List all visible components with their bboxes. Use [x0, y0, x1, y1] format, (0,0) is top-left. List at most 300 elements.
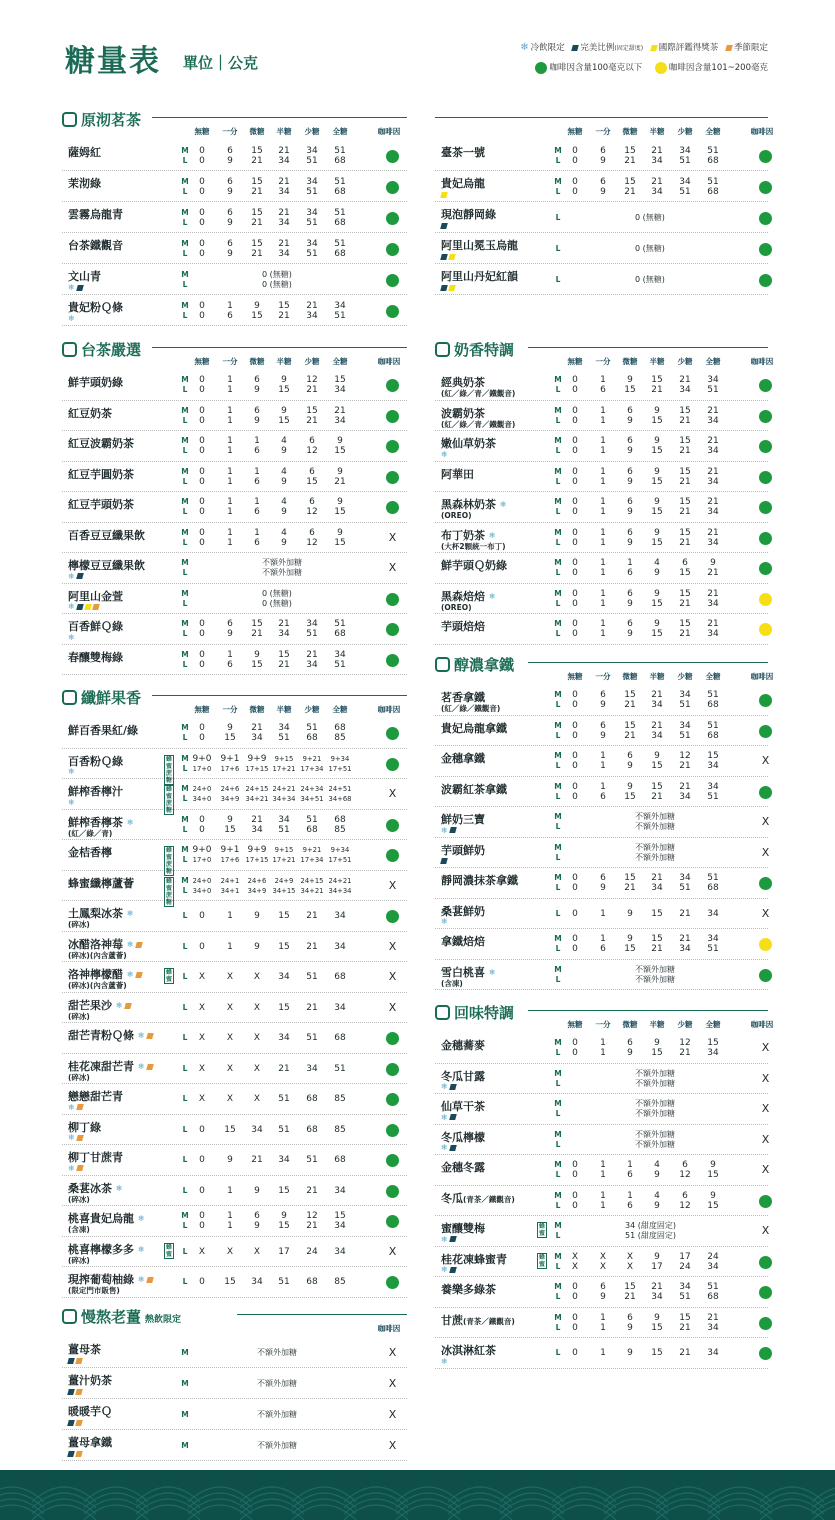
drink-name [441, 1193, 515, 1206]
sugar-value: 9 [654, 436, 660, 447]
orange-square-icon [75, 1389, 83, 1395]
caffeine-low-dot [386, 849, 399, 862]
sugar-value: 6 [627, 1200, 633, 1211]
sugar-value: 34+51 [300, 795, 324, 804]
sugar-value: 9 [600, 883, 606, 894]
sugar-value: 9+1 [220, 753, 240, 764]
sugar-value: 21 [251, 155, 263, 166]
drink-name [441, 723, 507, 735]
sugar-value: 15 [624, 720, 636, 731]
drink-icons [441, 1357, 450, 1365]
column-header: 一分 [595, 127, 611, 136]
sugar-value: 15 [278, 941, 290, 952]
sugar-value: 15 [679, 527, 691, 538]
sugar-value: 21 [306, 649, 318, 660]
sugar-value: 9 [281, 476, 287, 487]
column-header: 一分 [595, 1020, 611, 1029]
table-row [62, 1337, 407, 1368]
sweetener-tag [164, 1243, 174, 1259]
drink-name-text: 土鳳梨冰茶 [68, 907, 123, 920]
sugar-value: 51 [334, 310, 346, 321]
sugar-value: 1 [227, 415, 233, 426]
sugar-value: 15 [651, 446, 663, 457]
sugar-value: 34+21 [300, 886, 324, 895]
sugar-value: 17+0 [192, 856, 212, 865]
size-label: L [555, 537, 561, 547]
sugar-value: 9 [254, 941, 260, 952]
drink-icons [441, 1235, 458, 1243]
sugar-value: 9 [254, 911, 260, 922]
sugar-value: 15 [651, 598, 663, 609]
snowflake-icon: ❄ [68, 283, 75, 292]
caffeine-none: X [388, 1345, 397, 1359]
sugar-value: 17+6 [220, 764, 240, 773]
sugar-note: 不額外加糖 [635, 812, 675, 822]
sugar-value: 34 [278, 723, 290, 734]
drink-name-text: 養樂多綠茶 [441, 1283, 496, 1296]
drink-name-text: 紅豆波霸奶茶 [68, 437, 134, 450]
sugar-value: 21 [306, 300, 318, 311]
size-label: L [555, 1109, 561, 1119]
sugar-value: 24+21 [328, 876, 352, 885]
sugar-value: 9 [627, 537, 633, 548]
sugar-value: 24+15 [245, 785, 269, 794]
sugar-value: 1 [600, 415, 606, 426]
drink-name-text: 雲霧烏龍青 [68, 208, 123, 221]
sugar-value: 0 [572, 730, 578, 741]
table-row [435, 1216, 768, 1247]
table-row [62, 1206, 407, 1237]
size-label: L [555, 243, 561, 253]
sweetener-tag-text: 蜂蜜 [165, 969, 172, 984]
sugar-value: 15 [224, 824, 236, 835]
sugar-value: 15 [707, 1200, 719, 1211]
table-row [62, 1084, 407, 1115]
table-row [62, 1368, 407, 1399]
sugar-value: 1 [227, 941, 233, 952]
drink-name-text: 甜芒果沙 [68, 998, 112, 1012]
drink-name-text: 鮮榨香檸汁 [68, 785, 123, 798]
sugar-value: 85 [334, 733, 346, 744]
sugar-value: 34 [707, 1348, 719, 1359]
size-label: M [554, 527, 562, 537]
snowflake-icon: ❄ [68, 571, 75, 581]
size-label: M [181, 558, 189, 568]
drink-name-text: 百香豆豆纖果飲 [68, 528, 145, 542]
sugar-value: 9 [654, 751, 660, 762]
table-row [62, 901, 407, 932]
column-header: 微糖 [249, 705, 265, 714]
table-row [435, 553, 768, 584]
size-label: L [555, 1170, 561, 1180]
sugar-value: 0 [572, 385, 578, 396]
sugar-value: 0 [199, 405, 205, 416]
sugar-value: 34+9 [220, 795, 240, 804]
drink-name [68, 847, 112, 859]
sugar-value: 0 [572, 375, 578, 386]
sugar-value: 15 [651, 781, 663, 792]
sugar-value: 4 [654, 1160, 660, 1171]
size-label: L [182, 507, 188, 517]
table-row [435, 1064, 768, 1095]
orange-square-icon [92, 604, 100, 610]
drink-name-text: 薑母拿鐵 [68, 1436, 112, 1449]
sugar-value: 34 [334, 385, 346, 396]
caffeine-low-dot [386, 727, 399, 740]
drink-name-text: 冰淇淋紅茶 [441, 1344, 496, 1357]
section-note: 熱飲限定 [145, 1315, 182, 1325]
sugar-value: 1 [227, 1185, 233, 1196]
sugar-value: 0 [572, 908, 578, 919]
sugar-value: 0 [199, 941, 205, 952]
sugar-value: 17+34 [300, 764, 324, 773]
sugar-value: 0 [199, 723, 205, 734]
sugar-value: 9+34 [330, 754, 350, 763]
sweetener-tag-text: 蔗糖 [165, 891, 172, 906]
sugar-value: 68 [334, 155, 346, 166]
sweetener-tag-text: 蜂蜜 [165, 786, 172, 801]
sugar-value: 51 [707, 720, 719, 731]
table-row [62, 749, 407, 784]
size-label: L [182, 824, 188, 834]
drink-note: (碎冰)(內含蘆薈) [68, 981, 127, 990]
table-row [62, 614, 407, 645]
sugar-value: 0 [572, 873, 578, 884]
sugar-value: 34 [707, 476, 719, 487]
sugar-value: 15 [679, 405, 691, 416]
sugar-value: 34 [679, 944, 691, 955]
snowflake-icon: ❄ [115, 1000, 123, 1010]
size-label: L [555, 791, 561, 801]
caffeine-low-dot [386, 1093, 399, 1106]
sugar-value: 34+0 [192, 795, 212, 804]
size-label: M [554, 1251, 562, 1261]
sugar-value: 0 [199, 238, 205, 249]
sugar-value: 15 [679, 436, 691, 447]
sugar-value: 15 [224, 1124, 236, 1135]
section-divider [528, 1010, 768, 1011]
sugar-value: 34 [651, 730, 663, 741]
sugar-value: X [226, 972, 234, 983]
drink-name [441, 271, 518, 283]
sugar-value: 1 [254, 436, 260, 447]
sugar-value: 0 [572, 186, 578, 197]
drink-name-text: 金穗拿鐵 [441, 752, 485, 765]
drink-icons [68, 1357, 84, 1365]
drink-name-text: 桂花凍蜂蜜青 [441, 1252, 507, 1266]
sugar-value: 6 [254, 507, 260, 518]
section-title [62, 339, 141, 360]
sugar-value: 0 [199, 476, 205, 487]
sugar-value: 21 [651, 944, 663, 955]
table-row [435, 868, 768, 899]
drink-name-text: 冰醋洛神莓 [68, 937, 123, 951]
size-label: L [182, 1221, 188, 1231]
size-label: M [554, 405, 562, 415]
yellow-square-icon [440, 192, 448, 198]
sugar-value: 9 [227, 629, 233, 640]
snowflake-icon: ❄ [68, 602, 75, 611]
drink-icons [68, 767, 77, 775]
drink-note: (碎冰) [68, 1072, 90, 1082]
sugar-value: 34 [679, 176, 691, 187]
snowflake-icon: ❄ [68, 1133, 75, 1142]
sugar-value: 21 [624, 883, 636, 894]
drink-name [441, 814, 485, 826]
drink-name-text: 洛神檸檬醋 [68, 968, 123, 981]
sugar-value: 21 [278, 207, 290, 218]
drink-name-text: 阿里山金萱 [68, 589, 123, 603]
sugar-value: 21 [306, 1185, 318, 1196]
sugar-value: 0 [199, 436, 205, 447]
section-title [62, 109, 141, 130]
sugar-value: 17+21 [272, 856, 296, 865]
table-row [435, 685, 768, 716]
table-row [62, 932, 407, 963]
size-label: M [554, 436, 562, 446]
sugar-value: 15 [251, 145, 263, 156]
drink-name-text: 紅豆奶茶 [68, 406, 112, 420]
drink-name [68, 591, 123, 603]
drink-name [68, 1375, 112, 1387]
size-label: L [555, 1139, 561, 1149]
table-row [62, 1399, 407, 1430]
drink-name-text: 芋頭焙焙 [441, 620, 485, 633]
sugar-value: 34 [278, 972, 290, 983]
sugar-value: 0 [199, 385, 205, 396]
snowflake-icon: ❄ [488, 591, 496, 601]
column-header: 無糖 [567, 672, 583, 681]
size-label: M [181, 845, 189, 855]
drink-note: (紅／綠／青) [68, 828, 113, 838]
sugar-value: 0 [199, 155, 205, 166]
sugar-value: 15 [651, 537, 663, 548]
snowflake-icon: ❄ [441, 917, 448, 926]
drink-name [68, 908, 136, 930]
table-row [62, 584, 407, 615]
caffeine-low-dot [386, 623, 399, 636]
caffeine-low-dot [759, 694, 772, 707]
sugar-value: 15 [251, 619, 263, 630]
sugar-value: 1 [227, 1221, 233, 1232]
sugar-value: 15 [224, 733, 236, 744]
sugar-value: X [253, 1002, 261, 1013]
sugar-value: 21 [651, 690, 663, 701]
drink-name [68, 499, 134, 511]
sugar-value: 21 [251, 723, 263, 734]
drink-name [441, 621, 485, 633]
sugar-value: 68 [334, 186, 346, 197]
sugar-value: 68 [306, 1094, 318, 1105]
caffeine-low-dot [386, 274, 399, 287]
drink-name-text: 嫩仙草奶茶 [441, 437, 496, 450]
size-label: M [181, 375, 189, 385]
drink-name-text: 貴妃烏龍拿鐵 [441, 721, 507, 735]
drink-name [68, 1000, 133, 1022]
drink-name-text: 桂花凍甜芒青 [68, 1059, 134, 1073]
section-s7 [435, 651, 774, 990]
caffeine-low-dot [759, 471, 772, 484]
sugar-value: 15 [679, 588, 691, 599]
sugar-value: 51 [707, 145, 719, 156]
column-header: 全糖 [705, 672, 721, 681]
sugar-value: 51 [707, 791, 719, 802]
sugar-value: 15 [278, 1002, 290, 1013]
section-header [435, 999, 774, 1033]
legend-row-1 [515, 41, 768, 53]
sugar-value: 9 [627, 476, 633, 487]
sugar-value: 15 [679, 466, 691, 477]
sugar-value: 51 [334, 1063, 346, 1074]
drink-icons [441, 1113, 458, 1121]
size-label: L [555, 883, 561, 893]
sugar-value: 21 [278, 145, 290, 156]
column-header: 無糖 [567, 127, 583, 136]
sugar-value: 6 [627, 619, 633, 630]
drink-name [441, 936, 485, 948]
table-row [435, 431, 768, 462]
drink-name [441, 1315, 515, 1328]
caffeine-low-dot [759, 786, 772, 799]
column-header: 半糖 [276, 127, 292, 136]
sugar-value: 21 [251, 217, 263, 228]
sugar-value: 15 [306, 405, 318, 416]
caffeine-low-dot [386, 212, 399, 225]
caffeine-none: X [388, 939, 397, 953]
sugar-value: 21 [679, 761, 691, 772]
caffeine-low-dot [386, 243, 399, 256]
drink-name-text: 薑汁奶茶 [68, 1374, 112, 1387]
sugar-value: 21 [651, 720, 663, 731]
drink-name [441, 1162, 485, 1174]
sugar-value: 6 [254, 446, 260, 457]
size-label: L [182, 733, 188, 743]
snowflake-icon: ❄ [68, 314, 75, 323]
size-label: L [182, 568, 188, 578]
sugar-value: 51 [306, 814, 318, 825]
sugar-value: 0 [572, 155, 578, 166]
sugar-value: 34 [251, 1124, 263, 1135]
size-label: M [181, 1211, 189, 1221]
drink-name-text: 百香粉Ｑ綠 [68, 754, 123, 768]
sugar-value: 9 [654, 1251, 660, 1262]
caffeine-none: X [388, 561, 397, 575]
sugar-value: 34 [679, 720, 691, 731]
caffeine-low-dot [759, 877, 772, 890]
size-label: L [182, 415, 188, 425]
sweetener-tag-text: 蜂蜜 [165, 1243, 172, 1258]
drink-name-text: 鮮芋頭Ｑ奶綠 [441, 559, 507, 572]
drink-note: (紅／綠／鐵觀音) [441, 704, 501, 713]
size-label: L [182, 1094, 188, 1104]
sugar-value: 9 [627, 507, 633, 518]
section-s5 [435, 106, 774, 295]
sugar-value: 51 [278, 824, 290, 835]
section-header [62, 106, 407, 140]
caffeine-low-dot [386, 440, 399, 453]
drink-note: (碎冰) [68, 1255, 90, 1265]
caffeine-low-dot [759, 1256, 772, 1269]
sugar-value: 9 [227, 814, 233, 825]
sugar-value: 9 [281, 405, 287, 416]
sugar-value: 0 [572, 1048, 578, 1059]
sugar-value: 6 [627, 527, 633, 538]
navy-square-icon [76, 285, 84, 291]
sugar-value: 34 [707, 537, 719, 548]
sugar-value: 21 [624, 730, 636, 741]
sugar-value: 9 [254, 1185, 260, 1196]
caffeine-low-dot [759, 532, 772, 545]
brand-logo-icon [62, 1309, 77, 1324]
size-label: M [554, 1038, 562, 1048]
caffeine-mid-dot [759, 593, 772, 606]
sugar-value: 15 [679, 568, 691, 579]
sugar-value: 9 [627, 761, 633, 772]
drink-icons [68, 798, 77, 806]
legend-season: 季節限定 [726, 41, 768, 53]
size-label: L [555, 415, 561, 425]
size-label: L [182, 476, 188, 486]
caffeine-low-dot [386, 593, 399, 606]
size-label: L [555, 507, 561, 517]
column-header: 半糖 [649, 1020, 665, 1029]
size-label: M [554, 1129, 562, 1139]
drink-name-text: 冬瓜甘露 [441, 1069, 485, 1083]
sugar-value: 15 [334, 1211, 346, 1222]
sugar-value: 21 [707, 568, 719, 579]
section-header [435, 651, 774, 685]
sugar-value: 12 [679, 1038, 691, 1049]
sugar-value: 9 [337, 436, 343, 447]
sugar-value: 34 [707, 1261, 719, 1272]
sugar-note: 不額外加糖 [635, 1099, 675, 1109]
sugar-value: 0 [572, 791, 578, 802]
caffeine-low-dot [759, 410, 772, 423]
table-row [435, 401, 768, 432]
sugar-value: 34 [707, 375, 719, 386]
size-label: L [182, 885, 188, 895]
sugar-value: 68 [334, 217, 346, 228]
snowflake-icon: ❄ [137, 1031, 145, 1040]
drink-name-text: 百香鮮Ｑ綠 [68, 620, 123, 633]
table-row [62, 264, 407, 295]
sugar-value: 51 [679, 883, 691, 894]
caffeine-mid-dot [759, 938, 772, 951]
size-label: M [554, 1190, 562, 1200]
sugar-value: 6 [309, 466, 315, 477]
drink-note: (限定門市販售) [68, 1286, 120, 1295]
table-row [435, 171, 768, 202]
sugar-value: 34 [679, 690, 691, 701]
yellow-square-icon [84, 604, 92, 610]
caffeine-low-dot [386, 379, 399, 392]
sugar-value: 6 [227, 238, 233, 249]
sugar-value: 15 [334, 537, 346, 548]
sugar-value: 6 [309, 436, 315, 447]
sugar-value: 34 [707, 761, 719, 772]
drink-name [68, 1344, 101, 1356]
sugar-value: 0 [572, 1170, 578, 1181]
section-s8 [435, 999, 774, 1369]
sugar-value: 68 [306, 733, 318, 744]
size-label: M [554, 588, 562, 598]
sugar-value: X [226, 1246, 234, 1257]
drink-name [68, 1061, 155, 1083]
sugar-note: 0 (無糖) [262, 279, 292, 289]
navy-square-icon [76, 573, 84, 579]
column-header: 全糖 [705, 127, 721, 136]
sugar-value: 1 [227, 537, 233, 548]
